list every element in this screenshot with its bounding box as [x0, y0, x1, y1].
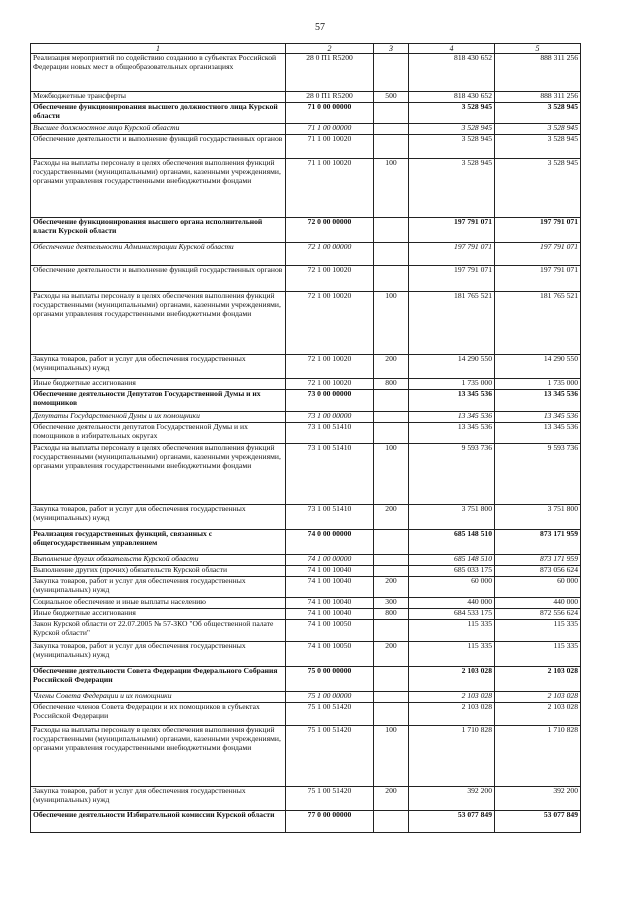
table-row	[31, 355, 581, 379]
row-description: Члены Совета Федерации и их помощники	[31, 692, 286, 703]
row-description: Обеспечение деятельности Совета Федерации Федерального Собрания Российской Федерации	[31, 667, 286, 692]
row-code: 72 1 00 10020	[286, 266, 374, 292]
row-expense-type	[374, 667, 409, 692]
row-amount-col-5: 873 056 624	[495, 566, 581, 577]
row-description: Обеспечение функционирования высшего должностного лица Курской области	[31, 103, 286, 124]
header-col-1: 1	[31, 44, 286, 54]
row-expense-type: 500	[374, 92, 409, 103]
row-amount-col-4: 685 148 510	[409, 530, 495, 555]
row-amount-col-5: 392 200	[495, 787, 581, 811]
row-description: Обеспечение деятельности Администрации Курской области	[31, 243, 286, 266]
row-amount-col-4: 3 751 800	[409, 505, 495, 530]
table-row	[31, 54, 581, 92]
row-amount-col-5: 440 000	[495, 598, 581, 609]
row-amount-col-4: 818 430 652	[409, 54, 495, 92]
row-amount-col-5: 197 791 071	[495, 218, 581, 243]
row-code: 72 1 00 10020	[286, 355, 374, 379]
row-expense-type	[374, 390, 409, 412]
row-amount-col-4: 2 103 028	[409, 703, 495, 726]
table-row	[31, 292, 581, 355]
row-code: 72 0 00 00000	[286, 218, 374, 243]
row-amount-col-5: 53 077 849	[495, 811, 581, 833]
row-code: 73 1 00 00000	[286, 412, 374, 423]
row-amount-col-4: 392 200	[409, 787, 495, 811]
table-row	[31, 92, 581, 103]
table-row	[31, 444, 581, 505]
row-description: Выполнение других (прочих) обязательств Курской области	[31, 566, 286, 577]
table-row	[31, 218, 581, 243]
row-expense-type	[374, 566, 409, 577]
row-description: Закупка товаров, работ и услуг для обеспечения государственных (муниципальных) нужд	[31, 505, 286, 530]
header-col-3: 3	[374, 44, 409, 54]
row-amount-col-5: 2 103 028	[495, 692, 581, 703]
row-amount-col-4: 115 335	[409, 642, 495, 667]
row-amount-col-5: 197 791 071	[495, 266, 581, 292]
row-amount-col-4: 818 430 652	[409, 92, 495, 103]
row-description: Обеспечение деятельности Избирательной комиссии Курской области	[31, 811, 286, 833]
row-description: Обеспечение деятельности Депутатов Государственной Думы и их помощников	[31, 390, 286, 412]
row-description: Закупка товаров, работ и услуг для обеспечения государственных (муниципальных) нужд	[31, 355, 286, 379]
row-expense-type: 100	[374, 159, 409, 218]
row-amount-col-4: 1 735 000	[409, 379, 495, 390]
row-code: 74 1 00 10040	[286, 566, 374, 577]
row-expense-type	[374, 811, 409, 833]
row-code: 71 1 00 10020	[286, 135, 374, 159]
row-code: 72 1 00 00000	[286, 243, 374, 266]
row-amount-col-4: 13 345 536	[409, 423, 495, 444]
row-code: 74 1 00 00000	[286, 555, 374, 566]
row-code: 75 1 00 51420	[286, 703, 374, 726]
row-amount-col-4: 53 077 849	[409, 811, 495, 833]
row-description: Закупка товаров, работ и услуг для обеспечения государственных (муниципальных) нужд	[31, 577, 286, 598]
row-expense-type: 200	[374, 787, 409, 811]
row-code: 72 1 00 10020	[286, 292, 374, 355]
row-description: Обеспечение деятельности и выполнение функций государственных органов	[31, 266, 286, 292]
table-row	[31, 124, 581, 135]
row-amount-col-4: 684 533 175	[409, 609, 495, 620]
row-description: Выполнение других обязательств Курской области	[31, 555, 286, 566]
table-row	[31, 423, 581, 444]
row-code: 73 1 00 51410	[286, 444, 374, 505]
row-amount-col-5: 888 311 256	[495, 92, 581, 103]
table-row	[31, 505, 581, 530]
row-expense-type: 800	[374, 379, 409, 390]
row-expense-type	[374, 423, 409, 444]
row-description: Иные бюджетные ассигнования	[31, 379, 286, 390]
row-code: 77 0 00 00000	[286, 811, 374, 833]
row-description: Закупка товаров, работ и услуг для обеспечения государственных (муниципальных) нужд	[31, 787, 286, 811]
table-row	[31, 243, 581, 266]
table-row	[31, 577, 581, 598]
row-expense-type	[374, 54, 409, 92]
table-row	[31, 530, 581, 555]
row-code: 73 1 00 51410	[286, 423, 374, 444]
table-row	[31, 667, 581, 692]
row-expense-type: 200	[374, 577, 409, 598]
row-description: Обеспечение членов Совета Федерации и их помощников в субъектах Российской Федерации	[31, 703, 286, 726]
table-row	[31, 159, 581, 218]
row-amount-col-4: 3 528 945	[409, 103, 495, 124]
row-expense-type: 100	[374, 444, 409, 505]
row-description: Расходы на выплаты персоналу в целях обеспечения выполнения функций государственными (муниципальными) органами, казенными учреждениями, органами управления государственными внебюджетными фондами	[31, 444, 286, 505]
row-amount-col-5: 115 335	[495, 642, 581, 667]
row-code: 75 1 00 51420	[286, 726, 374, 787]
row-expense-type: 200	[374, 355, 409, 379]
row-expense-type: 200	[374, 505, 409, 530]
row-expense-type	[374, 703, 409, 726]
table-row	[31, 103, 581, 124]
row-code: 74 1 00 10040	[286, 577, 374, 598]
table-row	[31, 703, 581, 726]
row-expense-type	[374, 124, 409, 135]
row-amount-col-5: 873 171 959	[495, 555, 581, 566]
row-amount-col-4: 1 710 828	[409, 726, 495, 787]
row-description: Реализация государственных функций, связанных с общегосударственным управлением	[31, 530, 286, 555]
row-description: Высшее должностное лицо Курской области	[31, 124, 286, 135]
row-code: 74 1 00 10050	[286, 642, 374, 667]
row-amount-col-5: 2 103 028	[495, 703, 581, 726]
row-description: Социальное обеспечение и иные выплаты населению	[31, 598, 286, 609]
table-row	[31, 412, 581, 423]
row-amount-col-5: 1 735 000	[495, 379, 581, 390]
row-amount-col-4: 3 528 945	[409, 135, 495, 159]
row-amount-col-5: 13 345 536	[495, 423, 581, 444]
row-description: Расходы на выплаты персоналу в целях обеспечения выполнения функций государственными (муниципальными) органами, казенными учреждениями, органами управления государственными внебюджетными фондами	[31, 726, 286, 787]
row-amount-col-5: 873 171 959	[495, 530, 581, 555]
page-number: 57	[315, 22, 325, 33]
row-code: 75 0 00 00000	[286, 667, 374, 692]
row-amount-col-4: 2 103 028	[409, 692, 495, 703]
row-description: Реализация мероприятий по содействию созданию в субъектах Российской Федерации новых мест в общеобразовательных организациях	[31, 54, 286, 92]
row-code: 28 0 П1 R5200	[286, 92, 374, 103]
row-amount-col-4: 60 000	[409, 577, 495, 598]
table-row	[31, 726, 581, 787]
table-row	[31, 135, 581, 159]
row-description: Обеспечение деятельности депутатов Государственной Думы и их помощников в избирательных округах	[31, 423, 286, 444]
row-expense-type	[374, 243, 409, 266]
row-code: 74 1 00 10040	[286, 598, 374, 609]
table-row	[31, 598, 581, 609]
table-row	[31, 266, 581, 292]
row-amount-col-5: 181 765 521	[495, 292, 581, 355]
row-expense-type: 800	[374, 609, 409, 620]
header-col-2: 2	[286, 44, 374, 54]
table-row	[31, 555, 581, 566]
row-amount-col-4: 2 103 028	[409, 667, 495, 692]
table-row	[31, 566, 581, 577]
row-expense-type	[374, 555, 409, 566]
row-code: 74 1 00 10040	[286, 609, 374, 620]
row-amount-col-5: 60 000	[495, 577, 581, 598]
row-description: Закупка товаров, работ и услуг для обеспечения государственных (муниципальных) нужд	[31, 642, 286, 667]
table-row	[31, 787, 581, 811]
row-amount-col-5: 3 528 945	[495, 159, 581, 218]
row-amount-col-4: 685 033 175	[409, 566, 495, 577]
row-expense-type	[374, 692, 409, 703]
row-amount-col-5: 3 528 945	[495, 124, 581, 135]
row-amount-col-5: 888 311 256	[495, 54, 581, 92]
row-description: Депутаты Государственной Думы и их помощники	[31, 412, 286, 423]
row-expense-type: 100	[374, 292, 409, 355]
row-amount-col-4: 14 290 550	[409, 355, 495, 379]
row-description: Расходы на выплаты персоналу в целях обеспечения выполнения функций государственными (муниципальными) органами, казенными учреждениями, органами управления государственными внебюджетными фондами	[31, 159, 286, 218]
table-body	[31, 54, 581, 833]
row-amount-col-5: 115 335	[495, 620, 581, 642]
row-amount-col-4: 197 791 071	[409, 243, 495, 266]
row-amount-col-4: 3 528 945	[409, 124, 495, 135]
row-expense-type	[374, 620, 409, 642]
row-code: 74 0 00 00000	[286, 530, 374, 555]
row-code: 71 1 00 00000	[286, 124, 374, 135]
table-row	[31, 811, 581, 833]
row-code: 75 1 00 51420	[286, 787, 374, 811]
row-amount-col-5: 9 593 736	[495, 444, 581, 505]
row-code: 72 1 00 10020	[286, 379, 374, 390]
row-amount-col-5: 3 751 800	[495, 505, 581, 530]
row-expense-type	[374, 135, 409, 159]
row-amount-col-5: 14 290 550	[495, 355, 581, 379]
row-code: 71 0 00 00000	[286, 103, 374, 124]
row-amount-col-5: 3 528 945	[495, 135, 581, 159]
row-amount-col-4: 197 791 071	[409, 218, 495, 243]
row-code: 74 1 00 10050	[286, 620, 374, 642]
row-description: Расходы на выплаты персоналу в целях обеспечения выполнения функций государственными (муниципальными) органами, казенными учреждениями, органами управления государственными внебюджетными фондами	[31, 292, 286, 355]
row-amount-col-5: 13 345 536	[495, 390, 581, 412]
row-amount-col-5: 197 791 071	[495, 243, 581, 266]
row-amount-col-4: 9 593 736	[409, 444, 495, 505]
row-amount-col-4: 3 528 945	[409, 159, 495, 218]
row-amount-col-4: 115 335	[409, 620, 495, 642]
row-amount-col-4: 13 345 536	[409, 412, 495, 423]
row-expense-type	[374, 412, 409, 423]
row-description: Обеспечение функционирования высшего органа исполнительной власти Курской области	[31, 218, 286, 243]
row-amount-col-4: 181 765 521	[409, 292, 495, 355]
table-row	[31, 390, 581, 412]
header-col-5: 5	[495, 44, 581, 54]
row-code: 28 0 П1 R5200	[286, 54, 374, 92]
row-expense-type: 200	[374, 642, 409, 667]
table-header-row	[31, 44, 581, 54]
row-amount-col-5: 13 345 536	[495, 412, 581, 423]
row-description: Иные бюджетные ассигнования	[31, 609, 286, 620]
row-code: 75 1 00 00000	[286, 692, 374, 703]
row-description: Закон Курской области от 22.07.2005 № 57-ЗКО "Об общественной палате Курской области"	[31, 620, 286, 642]
budget-table	[30, 43, 581, 833]
row-amount-col-5: 3 528 945	[495, 103, 581, 124]
table-row	[31, 609, 581, 620]
row-expense-type: 300	[374, 598, 409, 609]
row-code: 73 1 00 51410	[286, 505, 374, 530]
row-expense-type	[374, 103, 409, 124]
row-amount-col-4: 13 345 536	[409, 390, 495, 412]
header-col-4: 4	[409, 44, 495, 54]
table-row	[31, 642, 581, 667]
table-row	[31, 620, 581, 642]
row-code: 71 1 00 10020	[286, 159, 374, 218]
row-expense-type	[374, 266, 409, 292]
row-amount-col-4: 440 000	[409, 598, 495, 609]
row-description: Межбюджетные трансферты	[31, 92, 286, 103]
row-amount-col-5: 1 710 828	[495, 726, 581, 787]
row-expense-type: 100	[374, 726, 409, 787]
row-amount-col-4: 197 791 071	[409, 266, 495, 292]
row-amount-col-5: 2 103 028	[495, 667, 581, 692]
row-amount-col-5: 872 556 624	[495, 609, 581, 620]
row-amount-col-4: 685 148 510	[409, 555, 495, 566]
row-description: Обеспечение деятельности и выполнение функций государственных органов	[31, 135, 286, 159]
row-expense-type	[374, 218, 409, 243]
row-code: 73 0 00 00000	[286, 390, 374, 412]
table-row	[31, 379, 581, 390]
row-expense-type	[374, 530, 409, 555]
table-row	[31, 692, 581, 703]
